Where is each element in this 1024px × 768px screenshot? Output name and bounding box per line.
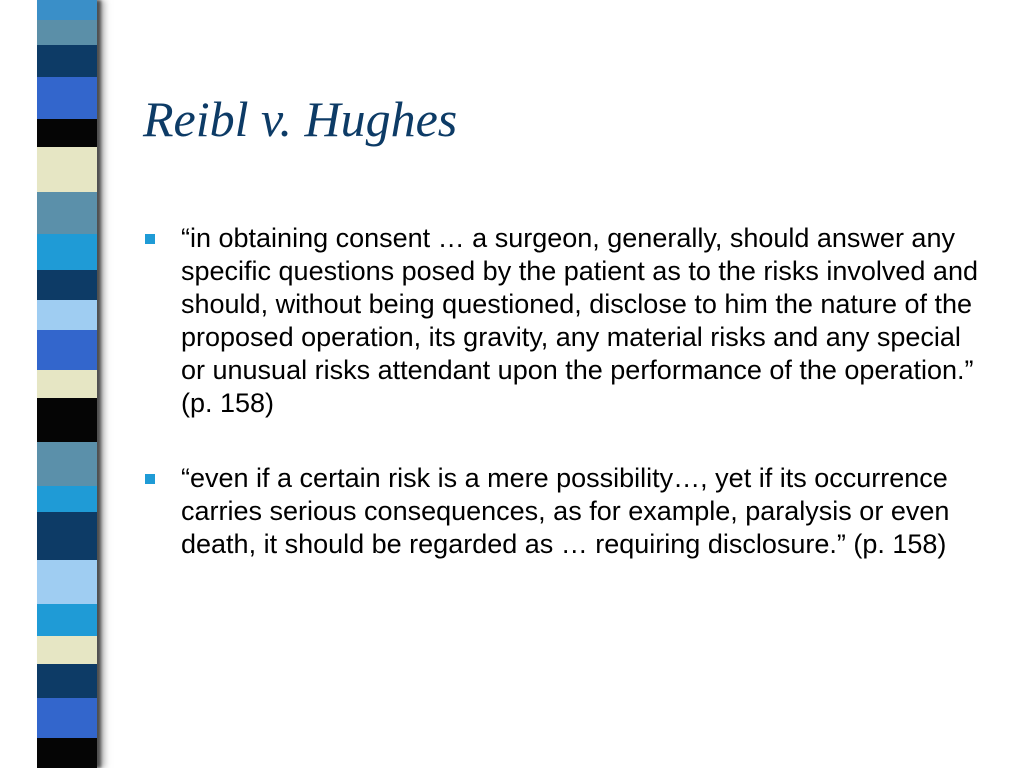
stripe <box>37 45 97 77</box>
stripe <box>37 0 97 20</box>
stripe <box>37 270 97 300</box>
stripe <box>37 512 97 560</box>
stripe <box>37 77 97 119</box>
decorative-stripe-bar <box>37 0 97 768</box>
stripe <box>37 234 97 270</box>
stripe <box>37 486 97 512</box>
stripe <box>37 636 97 664</box>
stripe <box>37 560 97 604</box>
stripe <box>37 664 97 698</box>
square-bullet-icon <box>145 474 155 484</box>
stripe <box>37 370 97 398</box>
stripe <box>37 147 97 192</box>
bullet-text: “in obtaining consent … a surgeon, generally, should answer any specific questions posed by the patient as to the risks involved and should, without being questioned, disclose to him the nature of the proposed operation, its gravity, any material risks and any special or unusual risks attendant upon the performance of the operation.” (p. 158) <box>181 223 978 418</box>
stripe <box>37 20 97 45</box>
stripe <box>37 698 97 738</box>
bullet-list <box>143 222 1003 561</box>
bullet-item <box>143 462 1003 561</box>
square-bullet-icon <box>145 234 155 244</box>
bullet-item <box>143 222 1003 420</box>
stripe <box>37 738 97 768</box>
stripe <box>37 442 97 486</box>
stripe <box>37 604 97 636</box>
stripe <box>37 192 97 234</box>
stripe <box>37 119 97 147</box>
bullet-text: “even if a certain risk is a mere possibility…, yet if its occurrence carries serious consequences, as for example, paralysis or even death, it should be regarded as … requiring disclosure.” (p. 158) <box>181 463 950 559</box>
slide-title: Reibl v. Hughes <box>143 91 458 147</box>
stripe <box>37 300 97 330</box>
stripe <box>37 330 97 370</box>
stripe <box>37 398 97 442</box>
